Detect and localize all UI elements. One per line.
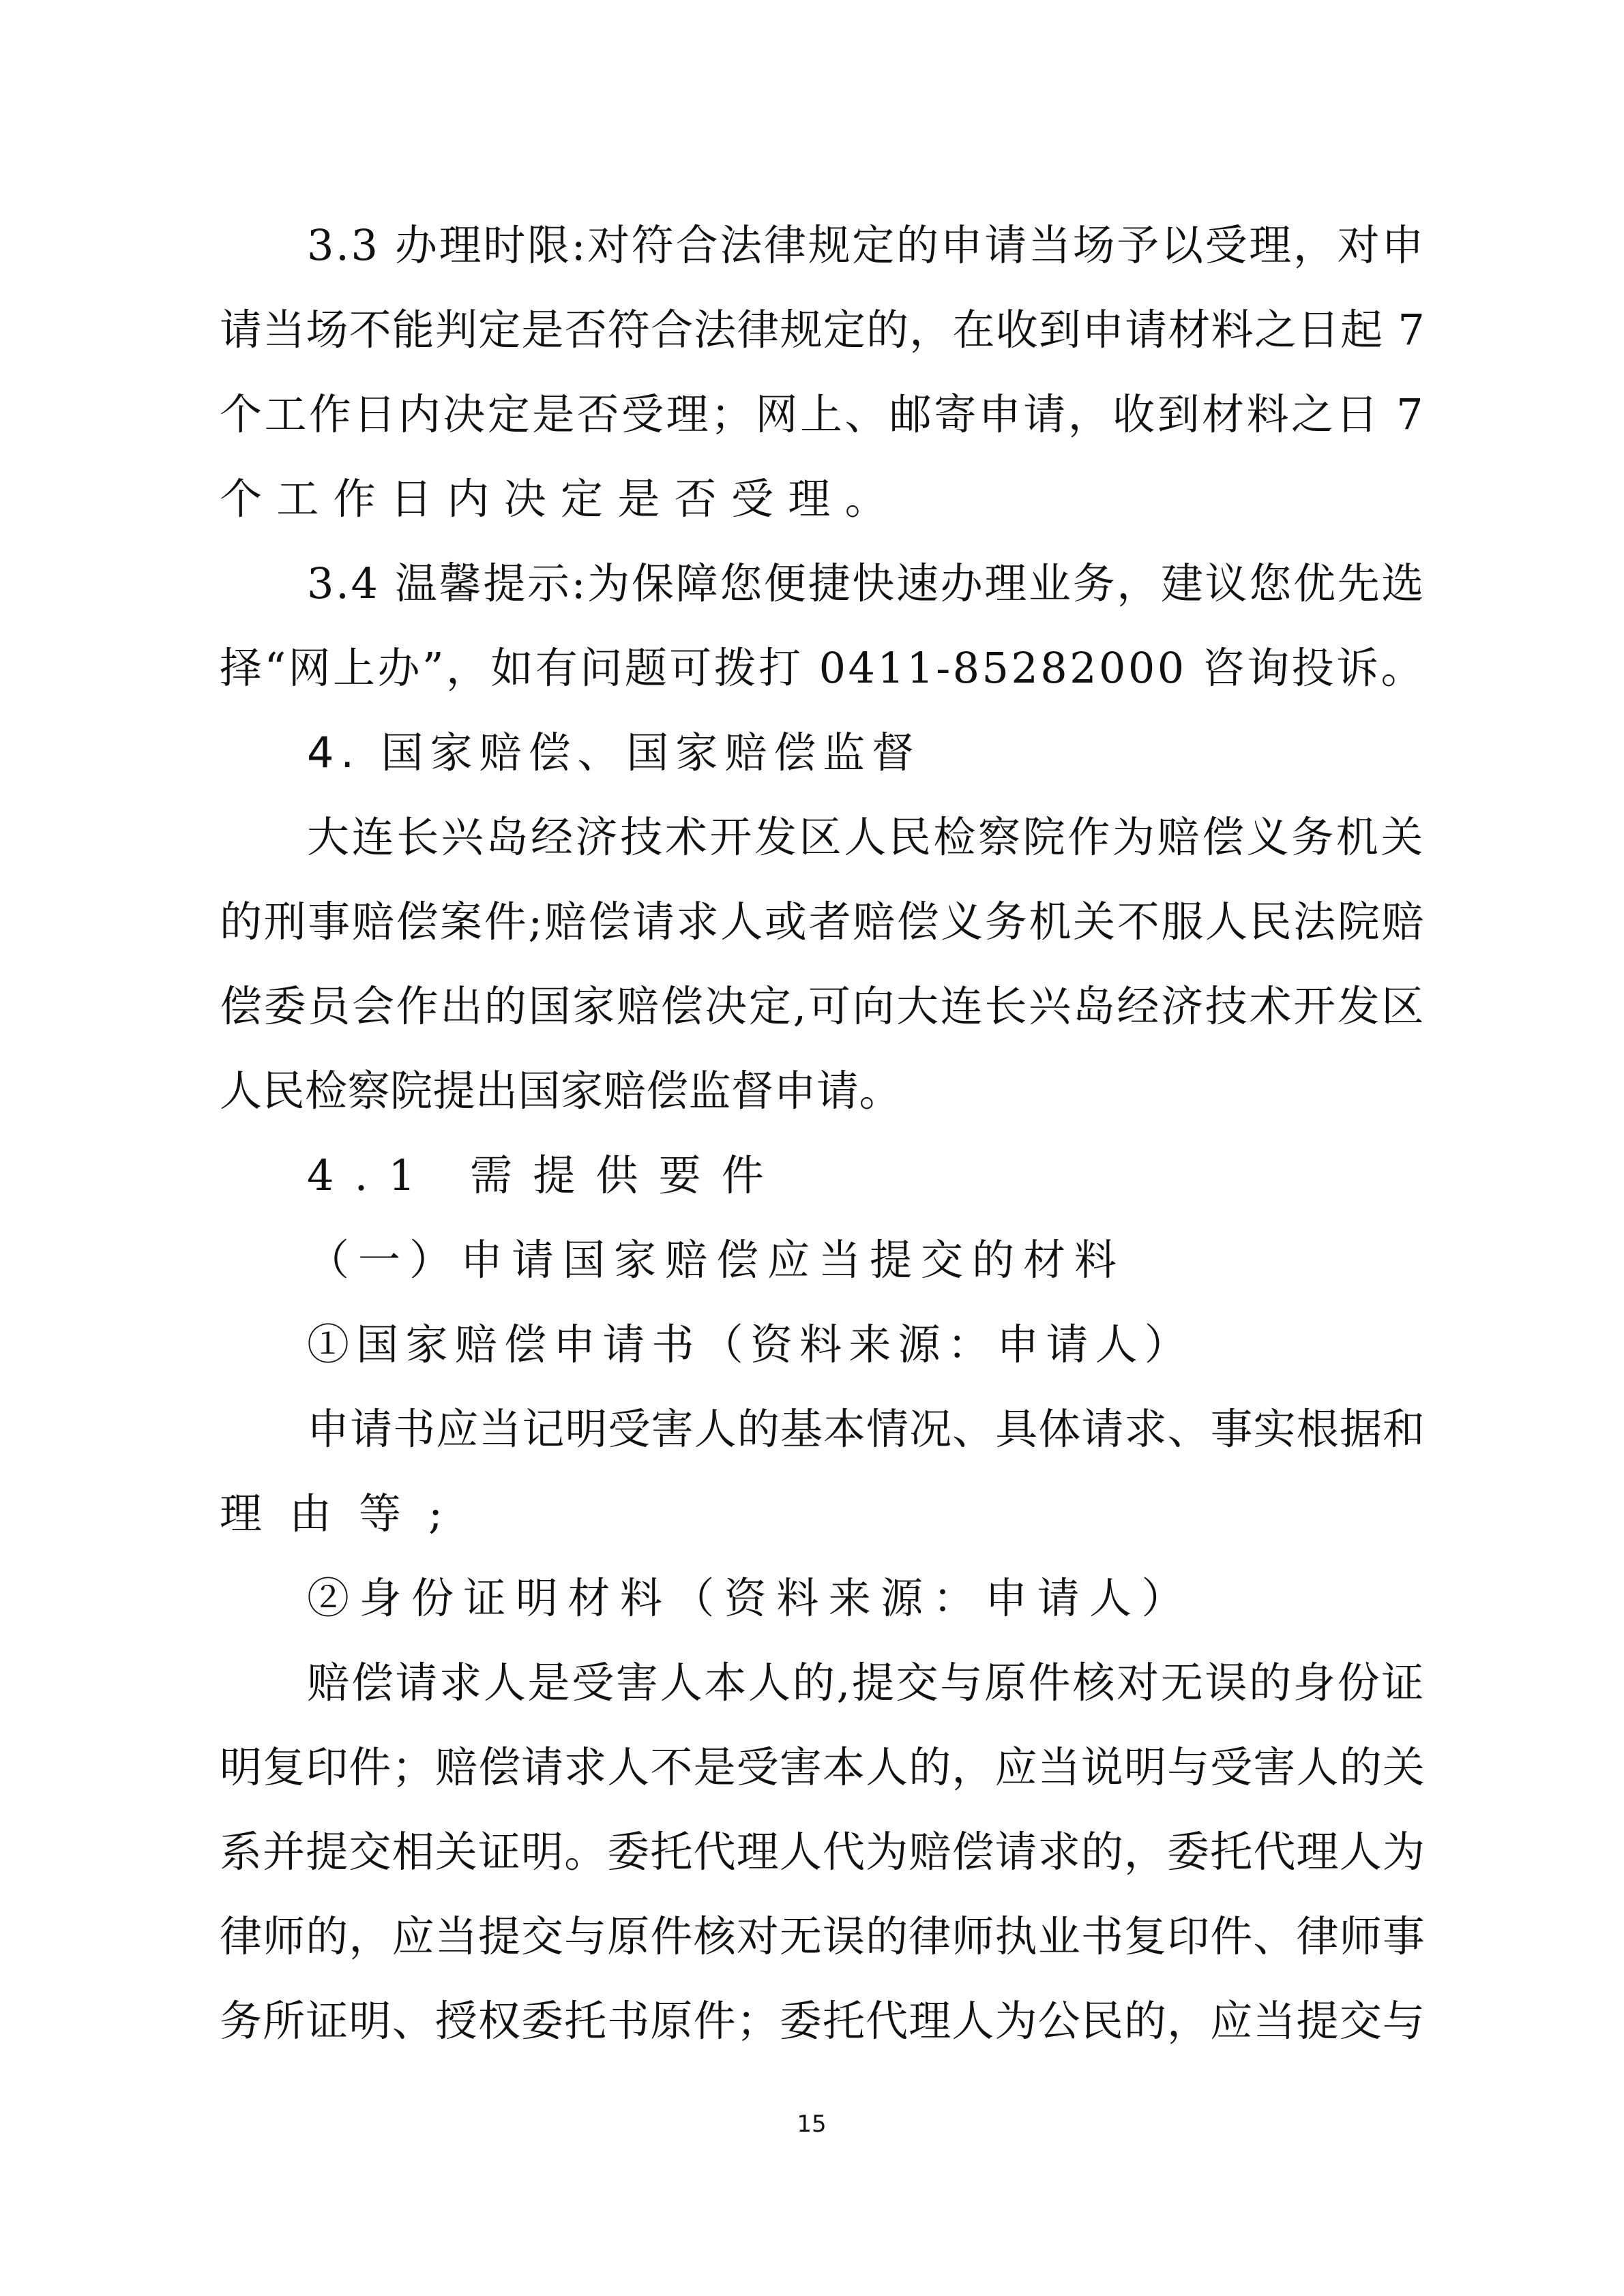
paragraph-3-3-line-2: 请当场不能判定是否符合法律规定的，在收到申请材料之日起 7 [220, 305, 1426, 355]
paragraph-3-4-line-1: 3.4 温馨提示:为保障您便捷快速办理业务，建议您优先选 [307, 558, 1426, 608]
subsection-1-heading: （一）申请国家赔偿应当提交的材料 [307, 1235, 1125, 1285]
paragraph-3-3-line-3: 个工作日内决定是否受理；网上、邮寄申请，收到材料之日 7 [220, 389, 1426, 439]
paragraph-3-3-line-4: 个工作日内决定是否受理。 [220, 474, 902, 524]
item-2-description-line-3: 系并提交相关证明。委托代理人代为赔偿请求的，委托代理人为 [220, 1827, 1426, 1877]
section-4-paragraph-line-1: 大连长兴岛经济技术开发区人民检察院作为赔偿义务机关 [307, 812, 1426, 862]
paragraph-3-4-line-2: 择“网上办”，如有问题可拨打 0411-85282000 咨询投诉。 [220, 643, 1426, 693]
item-1-description-line-2: 理由等; [220, 1489, 470, 1538]
item-1-title: ①国家赔偿申请书（资料来源：申请人） [307, 1320, 1194, 1369]
item-2-description-line-1: 赔偿请求人是受害人本人的,提交与原件核对无误的身份证 [307, 1658, 1426, 1708]
page-number: 15 [797, 2111, 827, 2138]
item-1-description-line-1: 申请书应当记明受害人的基本情况、具体请求、事实根据和 [307, 1404, 1426, 1454]
item-2-title: ②身份证明材料（资料来源：申请人） [307, 1573, 1194, 1623]
paragraph-3-3-line-1: 3.3 办理时限:对符合法律规定的申请当场予以受理，对申 [307, 220, 1426, 270]
section-4-heading: 4. 国家赔偿、国家赔偿监督 [307, 728, 921, 777]
item-2-description-line-2: 明复印件；赔偿请求人不是受害本人的，应当说明与受害人的关 [220, 1742, 1426, 1792]
item-2-description-line-4: 律师的，应当提交与原件核对无误的律师执业书复印件、律师事 [220, 1911, 1426, 1961]
section-4-1-heading: 4.1 需提供要件 [307, 1150, 784, 1200]
section-4-paragraph-line-4: 人民检察院提出国家赔偿监督申请。 [220, 1066, 902, 1116]
section-4-paragraph-line-3: 偿委员会作出的国家赔偿决定,可向大连长兴岛经济技术开发区 [220, 981, 1426, 1031]
section-4-paragraph-line-2: 的刑事赔偿案件;赔偿请求人或者赔偿义务机关不服人民法院赔 [220, 897, 1426, 946]
item-2-description-line-5: 务所证明、授权委托书原件；委托代理人为公民的，应当提交与 [220, 1996, 1426, 2046]
